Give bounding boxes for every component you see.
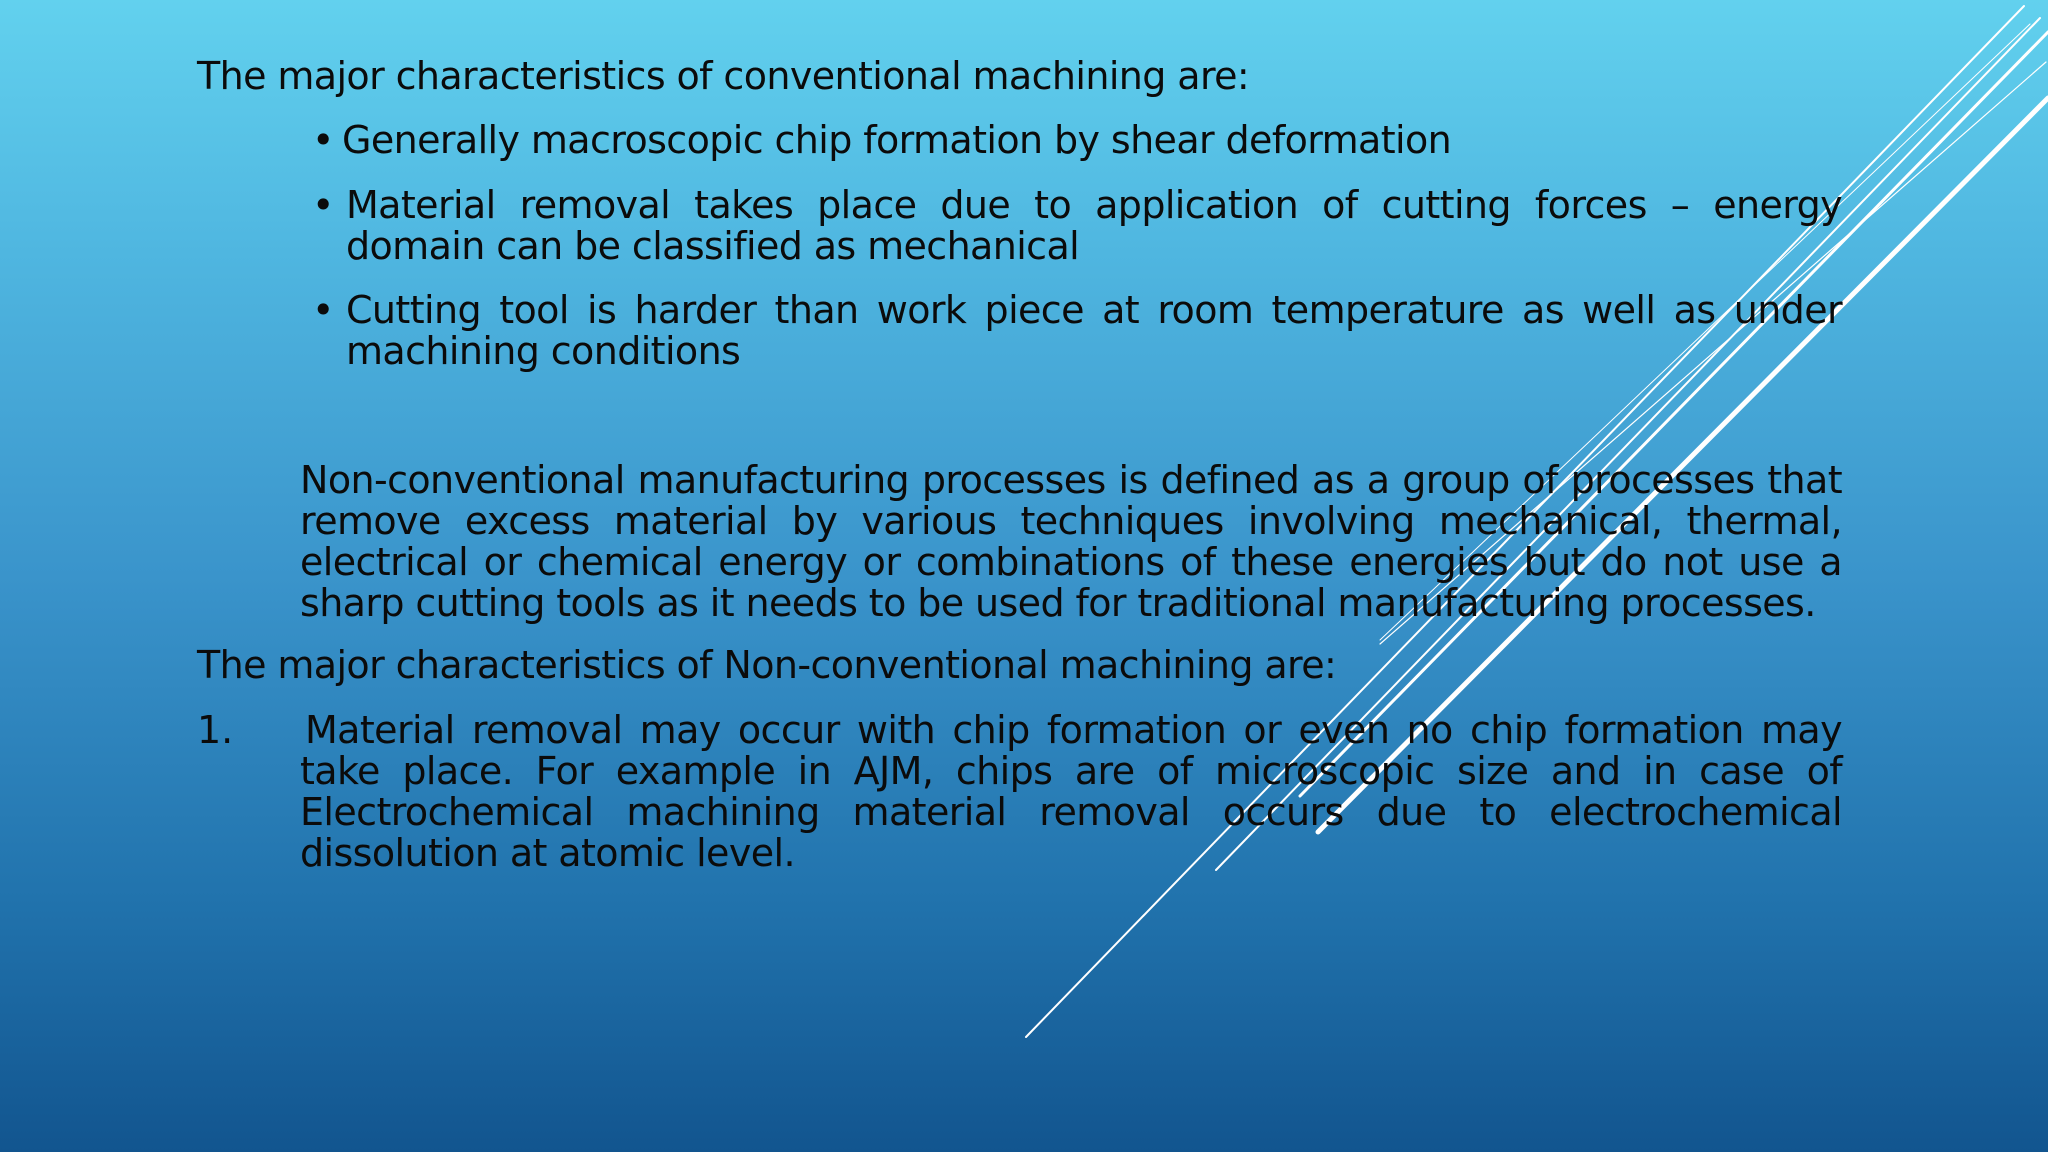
heading-non-conventional: The major characteristics of Non-conventional machining are: bbox=[197, 643, 1337, 687]
bullet-item-3: Cutting tool is harder than work piece at room temperature as well as under machining conditions bbox=[346, 288, 1842, 373]
bullet-marker-3: • bbox=[312, 288, 335, 332]
bullet-marker-2: • bbox=[312, 183, 335, 227]
bullet-item-2: Material removal takes place due to application of cutting forces – energy domain can be classified as mechanical bbox=[346, 183, 1842, 268]
bullet-item-1: Generally macroscopic chip formation by shear deformation bbox=[342, 118, 1452, 162]
numbered-marker-1: 1. bbox=[197, 708, 234, 752]
numbered-item-1: Material removal may occur with chip formation or even no chip formation may take place. For example in AJM, chips are of microscopic size and in case of Electrochemical machining material removal occurs due to electrochemical dissolution at atomic level. bbox=[300, 708, 1842, 875]
heading-conventional: The major characteristics of conventional machining are: bbox=[197, 54, 1250, 98]
bullet-marker-1: • bbox=[312, 118, 335, 162]
definition-paragraph: Non-conventional manufacturing processes is defined as a group of processes that remove excess material by various techniques involving mechanical, thermal, electrical or chemical energy or combinations of these energies but do not use a sharp cutting tools as it needs to be used for traditional manufacturing processes. bbox=[300, 458, 1842, 625]
